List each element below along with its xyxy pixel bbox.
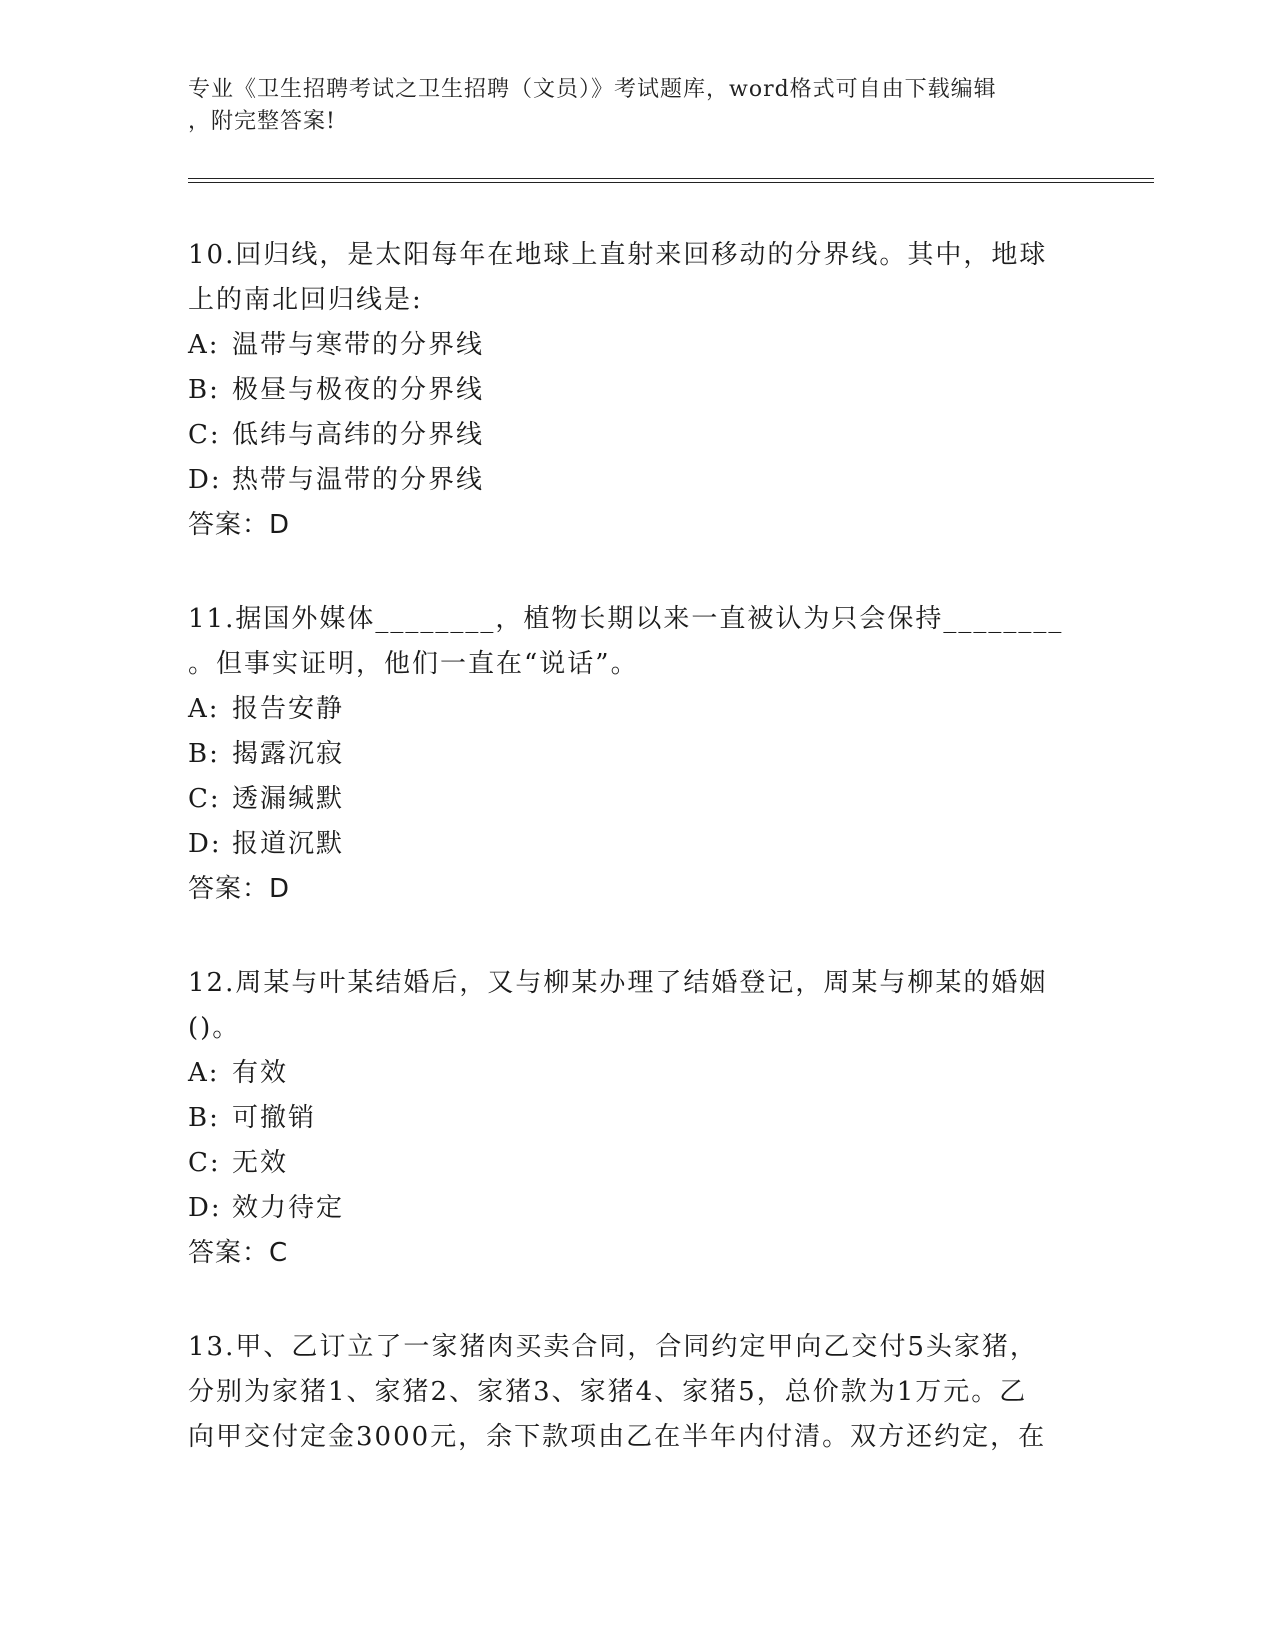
option-a xyxy=(188,1051,1088,1096)
option-letter: A: xyxy=(188,330,220,360)
option-b xyxy=(188,1096,1088,1141)
option-d xyxy=(188,822,1088,867)
option-d xyxy=(188,458,1088,503)
question-stem-line: 分别为家猪1、家猪2、家猪3、家猪4、家猪5，总价款为1万元。乙 xyxy=(188,1377,1028,1407)
question-12 xyxy=(188,961,1088,1276)
option-c xyxy=(188,777,1088,822)
option-d xyxy=(188,1186,1088,1231)
question-stem-line: 13.甲、乙订立了一家猪肉买卖合同，合同约定甲向乙交付5头家猪， xyxy=(188,1332,1038,1362)
option-text: 低纬与高纬的分界线 xyxy=(232,420,485,450)
option-text: 无效 xyxy=(232,1148,289,1178)
option-text: 温带与寒带的分界线 xyxy=(232,330,485,360)
document-header xyxy=(188,74,1068,138)
option-text: 有效 xyxy=(232,1058,289,1088)
option-letter: A: xyxy=(188,694,220,724)
option-text: 揭露沉寂 xyxy=(232,739,345,769)
header-divider-top xyxy=(188,178,1154,179)
question-stem-line: 向甲交付定金3000元，余下款项由乙在半年内付清。双方还约定，在 xyxy=(188,1422,1047,1452)
question-stem-line: 12.周某与叶某结婚后，又与柳某办理了结婚登记，周某与柳某的婚姻 xyxy=(188,968,1048,998)
option-text: 报道沉默 xyxy=(232,829,345,859)
option-letter: C: xyxy=(188,784,221,814)
question-stem-line: 上的南北回归线是: xyxy=(188,285,423,315)
answer-line: 答案：C xyxy=(188,1238,289,1268)
answer-line: 答案：D xyxy=(188,510,291,540)
option-c xyxy=(188,413,1088,458)
option-text: 可撤销 xyxy=(232,1103,317,1133)
option-letter: C: xyxy=(188,420,221,450)
option-letter: D: xyxy=(188,465,222,495)
option-a xyxy=(188,323,1088,368)
option-letter: D: xyxy=(188,1193,222,1223)
option-b xyxy=(188,368,1088,413)
question-stem-line: 10.回归线，是太阳每年在地球上直射来回移动的分界线。其中，地球 xyxy=(188,240,1048,270)
option-letter: B: xyxy=(188,1103,220,1133)
question-10 xyxy=(188,233,1088,548)
header-divider-bottom xyxy=(188,182,1154,183)
question-13 xyxy=(188,1325,1088,1460)
option-a xyxy=(188,687,1088,732)
option-letter: D: xyxy=(188,829,222,859)
option-text: 报告安静 xyxy=(232,694,345,724)
option-letter: A: xyxy=(188,1058,220,1088)
header-line-2: ，附完整答案! xyxy=(188,109,336,134)
option-text: 极昼与极夜的分界线 xyxy=(232,375,485,405)
option-b xyxy=(188,732,1088,777)
question-11 xyxy=(188,597,1088,912)
question-stem-line: ()。 xyxy=(188,1013,241,1043)
option-text: 热带与温带的分界线 xyxy=(232,465,485,495)
question-stem-line: 11.据国外媒体________，植物长期以来一直被认为只会保持________ xyxy=(188,604,1064,634)
answer-line: 答案：D xyxy=(188,874,291,904)
option-letter: B: xyxy=(188,375,220,405)
option-text: 透漏缄默 xyxy=(232,784,345,814)
option-letter: C: xyxy=(188,1148,221,1178)
option-text: 效力待定 xyxy=(232,1193,345,1223)
option-letter: B: xyxy=(188,739,220,769)
question-stem-line: 。但事实证明，他们一直在“说话”。 xyxy=(188,649,639,679)
option-c xyxy=(188,1141,1088,1186)
header-line-1: 专业《卫生招聘考试之卫生招聘（文员）》考试题库，word格式可自由下载编辑 xyxy=(188,77,997,102)
